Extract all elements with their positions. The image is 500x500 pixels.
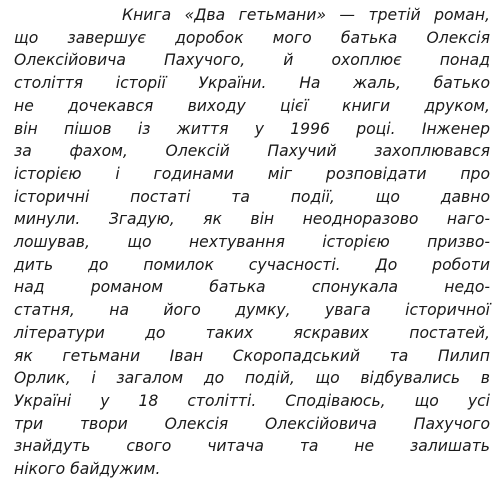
text-line: Олексійовича Пахучого, й охоплює понад (14, 51, 490, 70)
text-line: як гетьмани Іван Скоропадський та Пилип (14, 346, 490, 365)
text-line: за фахом, Олексій Пахучий захоплювався (14, 142, 490, 161)
text-line: він пішов із життя у 1996 році. Інженер (14, 119, 490, 138)
body-paragraph (14, 4, 490, 481)
text-line: статня, на його думку, увага історичної (14, 301, 490, 320)
text-line: знайдуть свого читача та не залишать (14, 437, 490, 456)
text-line: століття історії України. На жаль, батько (14, 74, 490, 93)
text-line: над романом батька спонукала недо- (14, 278, 490, 297)
text-line: історичні постаті та події, що давно (14, 187, 490, 206)
text-line: Орлик, і загалом до подій, що відбувались в (14, 369, 490, 388)
text-line: три твори Олексія Олексійовича Пахучого (14, 414, 490, 433)
text-line: минули. Згадую, як він неодноразово наго- (14, 210, 490, 229)
text-line: лошував, що нехтування історією призво- (14, 233, 490, 252)
text-line: що завершує доробок мого батька Олексія (14, 28, 490, 47)
text-line: літератури до таких яскравих постатей, (14, 323, 490, 342)
text-line: Книга «Два гетьмани» — третій роман, (122, 6, 490, 24)
text-line: нікого байдужим. (14, 460, 161, 479)
text-line: не дочекався виходу цієї книги друком, (14, 96, 490, 115)
text-line: Україні у 18 столітті. Сподіваюсь, що усі (14, 391, 490, 410)
text-line: історією і годинами міг розповідати про (14, 164, 490, 183)
text-line: дить до помилок сучасності. До роботи (14, 255, 490, 274)
